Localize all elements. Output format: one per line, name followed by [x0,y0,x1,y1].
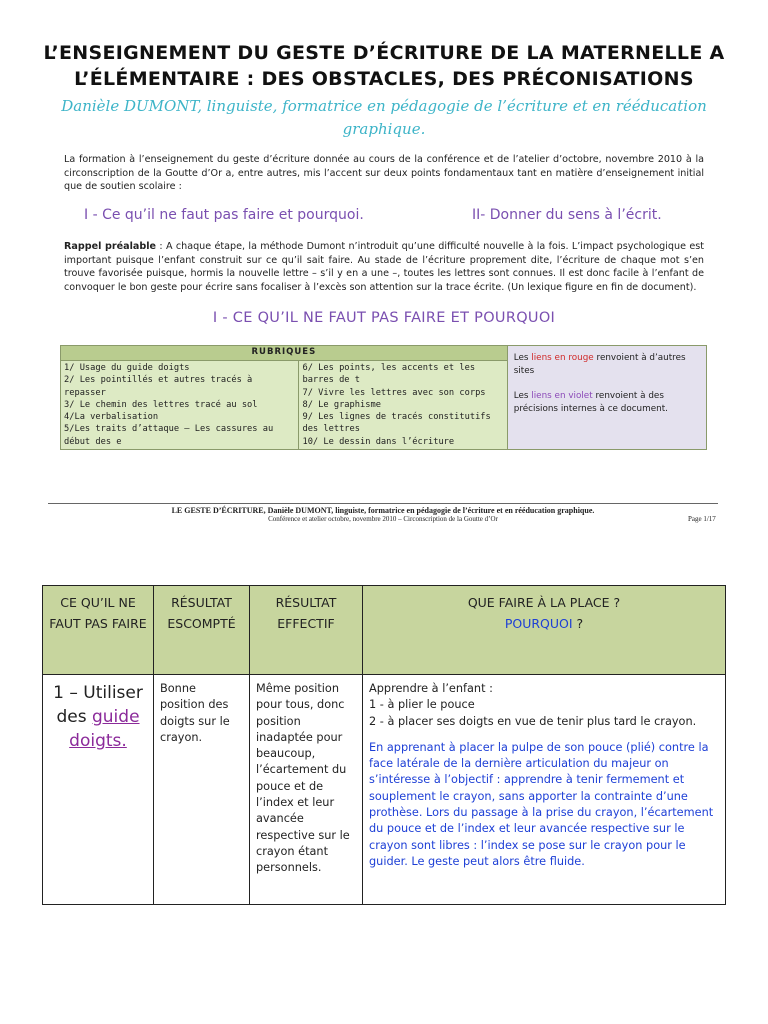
rubrique-item[interactable]: 8/ Le graphisme [302,399,381,410]
rubriques-table [60,345,707,450]
section-heading: I - CE QU’IL NE FAUT PAS FAIRE ET POURQUOI [212,310,556,326]
rubrique-item[interactable]: 6/ Les points, les accents et les barres de t [302,363,476,386]
footer-line-1: LE GESTE D’ÉCRITURE, Danièle DUMONT, linguiste, formatrice en pédagogie de l’écriture et en rééducation graphique. [171,506,595,515]
header-cell: QUE FAIRE À LA PLACE ? POURQUOI ? [363,586,726,675]
plan-part-1: I - Ce qu’il ne faut pas faire et pourquoi. [84,207,364,223]
links-legend [507,346,706,450]
header-cell: RÉSULTAT ESCOMPTÉ [154,586,250,675]
pourquoi-label: POURQUOI [504,616,573,631]
plan-part-2: II- Donner du sens à l’écrit. [472,207,662,223]
violet-links-label[interactable]: liens en violet [531,391,593,401]
rubrique-item[interactable]: 3/ Le chemin des lettres tracé au sol [64,399,258,410]
rubrique-item[interactable]: 4/La verbalisation [64,412,159,423]
header-cell: CE QU’IL NE FAUT PAS FAIRE [43,586,154,675]
page-number: Page 1/17 [688,515,716,523]
row-item: 1 – Utiliser des guide doigts. [43,675,154,905]
rubriques-col-2 [299,361,507,450]
rubrique-item[interactable]: 2/ Les pointillés et autres tracés à repasser [64,375,253,398]
rubrique-item[interactable]: 9/ Les lignes de tracés constitutifs des lettres [302,412,491,435]
rappel-paragraph [64,240,704,294]
title-line-1: L’ENSEIGNEMENT DU GESTE D’ÉCRITURE DE LA MATERNELLE A [43,42,725,64]
intro-paragraph: La formation à l’enseignement du geste d’écriture donnée au cours de la conférence et de l’atelier d’octobre, novembre 2010 à la circonscription de la Goutte d’Or a, entre autres, mis l’accent sur deux points fondamentaux tant en matière d’enseignement initial que de soutien scolaire : [64,154,704,192]
rubriques-header: RUBRIQUES [61,346,508,361]
row-escompte: Bonne position des doigts sur le crayon. [154,675,250,905]
row-effectif: Même position pour tous, donc position inadaptée pour beaucoup, l’écartement du pouce et de l’index et leur avancée respective sur le crayon étant personnels. [250,675,363,905]
red-links-label[interactable]: liens en rouge [531,353,594,363]
guide-doigts-link[interactable]: guide doigts. [69,707,140,751]
rubrique-item[interactable]: 7/ Vivre les lettres avec son corps [302,387,486,398]
rubrique-item[interactable]: 1/ Usage du guide doigts [64,363,190,373]
pourquoi-text: En apprenant à placer la pulpe de son pouce (plié) contre la face latérale de la dernière articulation du majeur on s’intéresse à l’objectif : apprendre à tenir fermement et souplement le crayon, sans apporter la contrainte d’une prothèse. Lors du passage à la prise du crayon, l’écartement du pouce et de l’index et leur avancée respective sur le crayon sont libres : l’index se pose sur le crayon pour le guider. Le geste peut alors être fluide. [369,740,714,868]
document-title [30,40,738,92]
row-place: Apprendre à l’enfant : 1 - à plier le pouce 2 - à placer ses doigts en vue de tenir plus tard le crayon. En apprenant à placer la pulpe de son pouce (plié) contre la face latérale de la dernière articulation du majeur on s’intéresse à l’objectif : apprendre à tenir fermement et souplement le crayon, sans apporter la contrainte d’une prothèse. Lors du passage à la prise du crayon, l’écartement du pouce et de l’index et leur avancée respective sur le crayon sont libres : l’index se pose sur le crayon pour le guider. Le geste peut alors être fluide. [363,675,726,905]
footer-line-2: Conférence et atelier octobre, novembre 2010 – Circonscription de la Goutte d’Or [268,515,498,523]
rubriques-col-1 [61,361,299,450]
rappel-label: Rappel préalable [64,241,157,252]
legend-violet: Les liens en violet renvoient à des précisions internes à ce document. [513,391,668,414]
header-cell: RÉSULTAT EFFECTIF [250,586,363,675]
rubrique-item[interactable]: 10/ Le dessin dans l’écriture [302,436,455,447]
legend-red: Les liens en rouge renvoient à d’autres sites [513,353,686,376]
footer-divider [48,503,718,504]
title-line-2: L’ÉLÉMENTAIRE : DES OBSTACLES, DES PRÉCONISATIONS [74,68,694,90]
author-line: Danièle DUMONT, linguiste, formatrice en pédagogie de l’écriture et en rééducation graphique. [61,97,707,138]
rappel-text: : A chaque étape, la méthode Dumont n’introduit qu’une difficulté nouvelle à la fois. L’impact psychologique est important puisque l’enfant construit sur ce qu’il sait faire. Au stade de l’écriture proprement dite, l’écriture de chaque mot s’en trouve favorisée puisque, hormis la nouvelle lettre – s’il y en a une –, toutes les lettres sont connues. Il est donc facile à l’enfant de convoquer le bon geste pour écrire sans focaliser à l’excès son attention sur la trace écrite. (Un lexique figure en fin de document). [64,241,704,293]
rubrique-item[interactable]: 5/Les traits d’attaque – Les cassures au début des e [64,424,274,447]
main-table [42,585,726,905]
